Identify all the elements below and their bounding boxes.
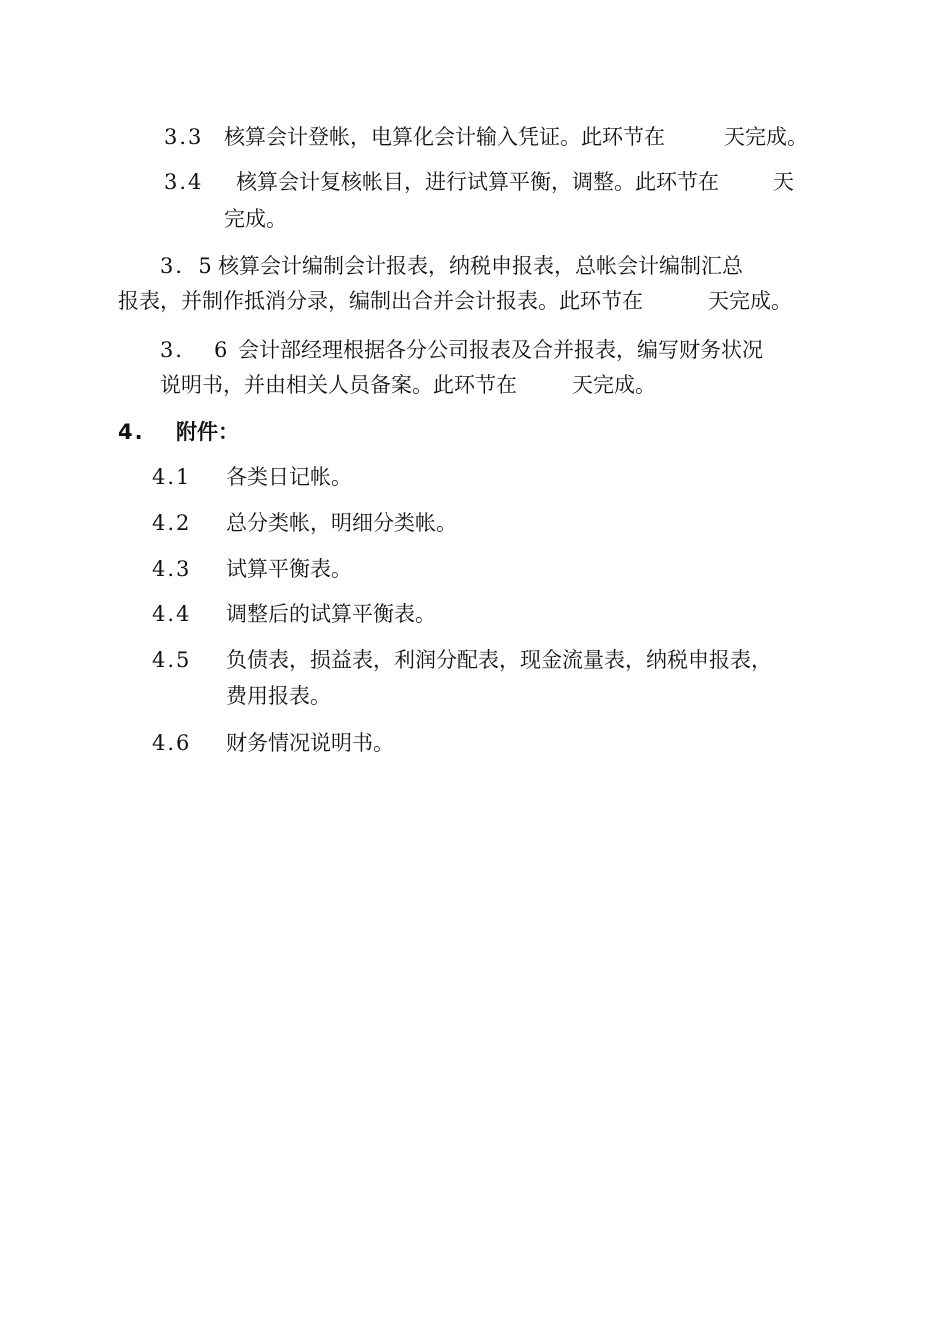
item-3-6-number-b: 6 bbox=[214, 338, 228, 362]
item-3-6-number: 3． bbox=[160, 338, 199, 362]
attachment-4-6-number: 4.6 bbox=[152, 731, 192, 755]
item-3-3-number: 3.3 bbox=[164, 125, 204, 149]
item-3-5-number: 3．5 bbox=[160, 254, 214, 278]
item-3-5-tail: 天完成。 bbox=[708, 289, 792, 313]
attachment-4-5-number: 4.5 bbox=[152, 648, 192, 672]
attachment-4-5-line2: 费用报表。 bbox=[226, 684, 331, 708]
attachment-4-1-number: 4.1 bbox=[152, 465, 192, 489]
attachment-4-2-number: 4.2 bbox=[152, 511, 192, 535]
item-3-5-text: 核算会计编制会计报表，纳税申报表，总帐会计编制汇总 bbox=[218, 254, 743, 278]
item-3-3-tail: 天完成。 bbox=[724, 125, 808, 149]
section-4-heading-number: 4. bbox=[118, 420, 145, 444]
attachment-4-4-text: 调整后的试算平衡表。 bbox=[226, 602, 436, 626]
item-3-4-number: 3.4 bbox=[164, 170, 204, 194]
item-3-6-line2: 说明书，并由相关人员备案。此环节在 bbox=[160, 373, 517, 397]
item-3-3-text: 核算会计登帐，电算化会计输入凭证。此环节在 bbox=[224, 125, 665, 149]
item-3-5-line2: 报表，并制作抵消分录，编制出合并会计报表。此环节在 bbox=[118, 289, 643, 313]
attachment-4-1-text: 各类日记帐。 bbox=[226, 465, 352, 489]
item-3-6-tail: 天完成。 bbox=[572, 373, 656, 397]
item-3-6-text: 会计部经理根据各分公司报表及合并报表，编写财务状况 bbox=[238, 338, 763, 362]
section-4-heading-text: 附件： bbox=[176, 420, 239, 444]
item-3-4-tail: 天 bbox=[773, 170, 794, 194]
attachment-4-6-text: 财务情况说明书。 bbox=[226, 731, 394, 755]
attachment-4-3-number: 4.3 bbox=[152, 557, 192, 581]
attachment-4-4-number: 4.4 bbox=[152, 602, 192, 626]
attachment-4-5-text: 负债表，损益表，利润分配表，现金流量表，纳税申报表， bbox=[226, 648, 772, 672]
attachment-4-3-text: 试算平衡表。 bbox=[226, 557, 352, 581]
item-3-4-line2: 完成。 bbox=[224, 207, 287, 231]
attachment-4-2-text: 总分类帐，明细分类帐。 bbox=[226, 511, 457, 535]
item-3-4-text: 核算会计复核帐目，进行试算平衡，调整。此环节在 bbox=[236, 170, 719, 194]
